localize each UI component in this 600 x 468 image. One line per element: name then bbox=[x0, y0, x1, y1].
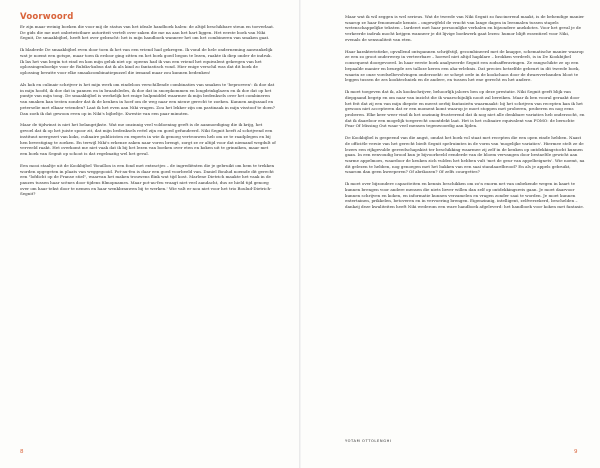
paragraph: Ik bladerde De smaakbijbel even door toen ik het van een vriend had gekregen. Ik vond de hele onderneming aanvankelijk wat je noemt een gotspe, maar toen ik erdoor ging zitten en het boek goed begon te lezen, raakte ik diep onder de indruk. Ik las het van begin tot eind en kon mijn geluk niet op: opeens had ik van een vriend het equivalent gekregen van het oplossingenboekje voor de Rubiks-kubus dat ik als kind zo fantastisch vond. Hier enige verschil was dat dit boek de oplossing bevatte voor elke smaakcombinatiepuzzel die iemand maar zou kunnen bedenken! bbox=[20, 47, 273, 76]
paragraph: Een mooi staaltje uit de Kookbijbel 'Bouillon is een fond met extractjes – de ingrediënten die je gebruikt om hem te trekken worden opgegeten in plaats van weggegooid. Pot-au-feu is daar een goed voorbeeld van. Daniel Boulud noemde dit gerecht een "lofdicht op de Franse stiel", waarvan het maken trouwens flink wat tijd kost. Marlene Dietrich maakte het vaak in de pauzes tussen haar scènes door tijdens filmopnames. Maar pot-au-feu vraagt niet veel aandacht, dus ze hield tijd genoeg over om haar tekst door te nemen en haar wenkbrauwen bij te werken.' Wie valt er nou niet voor het trio Boulud-Dietrich-Segnit? bbox=[20, 162, 275, 197]
left-page bbox=[0, 0, 299, 468]
page-number-left: 8 bbox=[20, 449, 24, 455]
paragraph: De Kookbijbel is gespeend van die angst, omdat het boek vol staat met recepten die een open einde hebben. Naast de officiële versie van het gerecht biedt Segnit spelruimtes in de vorm van 'mogelijke variaties'. Hiermee stelt ze de lezers een rijkgevulde gereedschapskist ter beschikking waarmee zij zelf in de keuken op ontdekkingstocht kunnen gaan. In een eenvoudig brood kun je bijvoorbeeld eenderde van de bloem vervangen door bestaeltle gewicht aan warme appelmoes, waardoor de keuken zich vulden het hebben vult 'met de geur van appelbeignets'. Wie noemt, na dit gelezen te hebben, nog genoegen met het bakken van een saai standaardbrood? En als je appels gebruikt, waarom dan geen kweeperen? Of abrikozen? Of zelfs courgettes? bbox=[345, 135, 585, 175]
chapter-title: Voorwoord bbox=[20, 12, 74, 22]
left-text-column bbox=[20, 24, 276, 203]
right-text-column bbox=[345, 14, 585, 218]
paragraph: Ik moet toegeven dat ik, als kookschrijver, behoorlijk jaloers ben op deze prestatie. Niki Segnit geeft blijk van diepgaand begrip en om naar van inzicht die ik waarschijnlijk nooit zal bereiken. Maar ik ben vooral geraakt door het feit dat zij een van mijn diepste en meest oerbij fantasieën waarmaakt: bij het schrijven van recepten kan ik het gewoon niet accepteren dat er een moment komt waarop je moet stoppen met proberen, proberen en nog eens proberen. Elke keer weer vind ik het onzinnig frustrerend dat ik nog niet alle denkbare variaties heb onderzocht, en dat ik daardoor een mogelijk toegerecht onontdekt laat. Het is het culinaire equivalent van FOMO: de beruchte Fear Of Missing Out waar veel mensen tegenwoordig aan lijden. bbox=[345, 89, 585, 129]
author-signature: YOTAM OTTOLENGHI bbox=[345, 439, 392, 443]
paragraph: Maar wat ik wil zeggen is wel serieus. Wat de tweede van Niki Segnit zo fascinerend maakt, is de behendige manier waarop ze haar fenomenale kennis – ongewijfeld de vrucht van lange dagen in leesmalen tussen stapels wetenschappelijke teksten – lardeert met haar persoonlijke verhalen en bijzondere anekdotes. Voor het geval je de verkeerde indruk mocht krijgen wanneer je dit lijvige boekwerk gaat lezen: humor blijft essentieel voor Niki, evenals de sensualiteit van eten. bbox=[345, 14, 585, 42]
paragraph: Er zijn maar weinig boeken die voor mij de status van het ideale handboek halen: de altijd beschikbare steun en toeverlaat. De gids die me met onbetwistbare autoriteit vertelt over zaken die me na aan het hart liggen. Het eerste boek van Niki Segnit, De smaakbijbel, heeft het over gebracht: het is mijn handboek wanneer het om het combineren van smaken gaat. bbox=[20, 24, 275, 41]
paragraph: Haar karakteristieke, opvallend ontspannen schrijfstijl, gecombineerd met de knappe, schematische manier waarop ze een zo groot onderwerp in verteerbare – hoewel niet altijd hapklare – brokken verdeelt, is in De Kookbijbel consequent doorgevoerd. In haar eerste boek analyseerde Segnit een zodsafferavingen. Ze rangschikte ze op een bepaalde manier en beurgde zes talloze keren een aha-erlebnis. Dat precies hetzelfde gebeurt in dit tweede boek, waarin ze onze voedselbevolvingen onderzoekt: ze schept orde in de kookchaos door de dwarsverbanden bloot te leggen tussen de zes kooktechniek en de andere, en tussen het ene gerecht en het andere. bbox=[345, 48, 584, 83]
paragraph: Als kok en culinair schrijver is het mijn werk om eindeloos verschillende combinaties van smaken te 'beproeven': ik doe dat in mijn hoofd, ik doe dat in pannen en in braadsledes, ik doe dat in snoepkommen en longdrinkglazen en ik doe dat op het puntje van mijn tong. De smaakbijbel is werkelijk het enige hulpmiddel waarmee ik mijn bedenksels over het combineren van smaken kan testen zonder dat ik de keuken in hoef om de weg naar een nieuw gerecht te zoeken. Kunnen anijszaad en peterselie met elkaar vrienden? Laat ik het even aan Niki vragen. Zou het lekker zijn om pastinaak in mijn visstoof te doen? Dan zoek ik dat gewoon even op in Niki's bijbeltje. Kwestie van een paar minuten. bbox=[20, 82, 275, 116]
paragraph: Maar de tijdwinst is niet het belangrijkste. Wat me onzinnig veel voldoening geeft is de aanmoediging die ik krijg, het gevoel dat ik op het juiste spoor zit, dat mijn bedenksels reëel zijn en goed gefundeerd. Niki Segnit heeft al schrijvend een instituut neergezet van koks, culinaire publicisten en experts in wie ik genoeg vertrouwen heb om ze te raadplegen en bij hen bevestiging te zoeken. En terwijl Niki's erkenze zaken naar voren brengt, zorgt ze er altijd voor dat niemand wegdult of verveeld raakt. Het overkomt me niet vaak dat ik bij het lezen van boeken over eten en koken uit te grinniken, maar met een boek van Segnit op schoot is dat regelmatig wel het geval. bbox=[20, 122, 276, 156]
page-number-right: 9 bbox=[574, 449, 578, 455]
right-page bbox=[301, 0, 600, 468]
paragraph: Ik moet over bijzondere capaciteiten en kennis beschikken om zo'n enorm net van onbekende wegen in kaart te kunnen brengen voor andere mensen die niets liever willen dan zelf op ontdekkingsreis gaan. Je moet daarvoor kunnen schrijven en koken, en informatie kunnen verzamelen en vragen zonder saai te worden. Je moet kunnen entertainen, prikkelen, betoveren en in vervoering brengen. Eigenzinnig, intelligent, zelfverzekerd, beschelden – dankzij deze kwaliteiten heeft Niki wederom een ware handboek afgeleverd: het handboek voor koken met fantasie. bbox=[345, 181, 585, 210]
